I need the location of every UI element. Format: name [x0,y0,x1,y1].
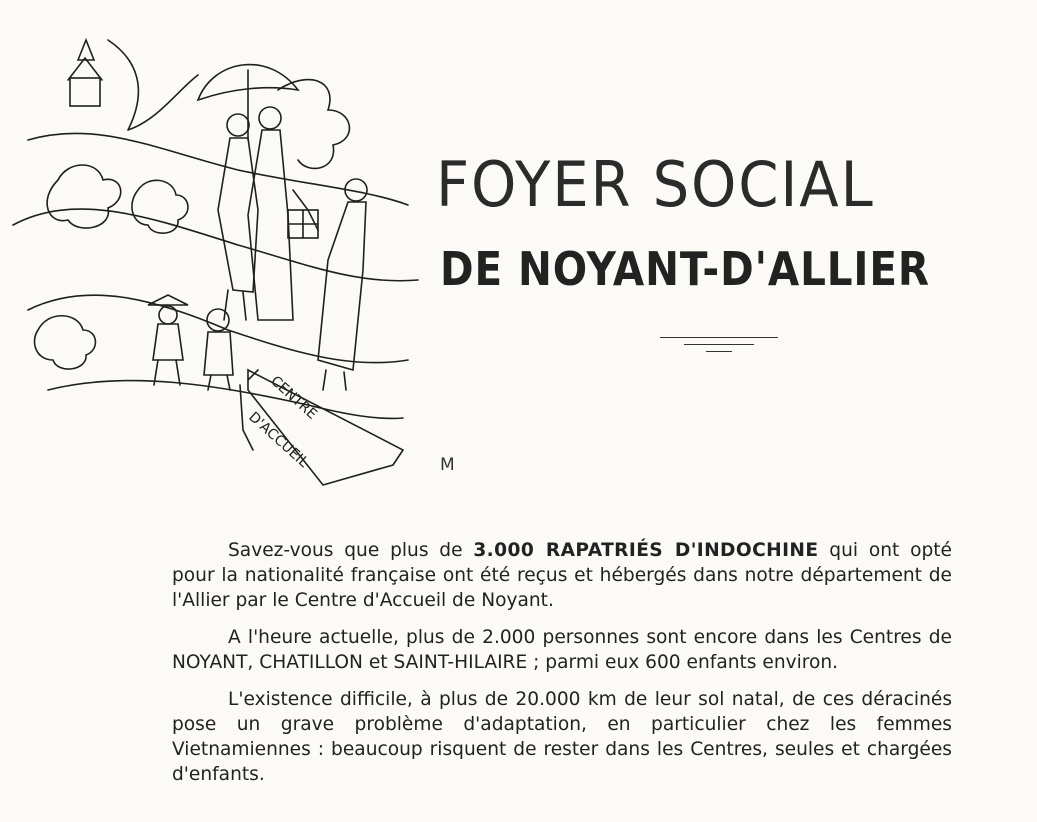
sign-text-line1: CENTRE [267,373,320,423]
paragraph-3: L'existence difficile, à plus de 20.000 km de leur sol natal, de ces déracinés pose un grave problème d'adaptation, en particulier chez les femmes Vietnamiennes : beaucoup risquent de rester dans les Centres, seules et chargées d'enfants. [172,689,952,785]
sign-text-line2: D'ACCUEIL [245,409,312,471]
subtitle: DE NOYANT-D'ALLIER [440,242,930,296]
body-text [172,538,952,799]
decorative-rule-middle [684,344,754,345]
salutation: M [440,455,455,475]
paragraph-1-text-start: Savez-vous que plus de [228,540,474,561]
paragraph-1-bold: 3.000 RAPATRIÉS D'INDOCHINE [473,540,819,561]
decorative-rule-top [660,337,778,338]
paragraph-1-text-end: qui ont opté pour la nationalité française ont été reçus et hébergés dans notre département de l'Allier par le Centre d'Accueil de Noyant. [172,540,952,611]
illustration [8,30,428,490]
paragraph-1 [172,538,952,613]
line-drawing-illustration [8,30,428,490]
decorative-rule-bottom [706,351,732,352]
title: FOYER SOCIAL [436,148,875,221]
paragraph-2: A l'heure actuelle, plus de 2.000 personnes sont encore dans les Centres de NOYANT, CHATILLON et SAINT-HILAIRE ; parmi eux 600 enfants environ. [172,627,952,673]
